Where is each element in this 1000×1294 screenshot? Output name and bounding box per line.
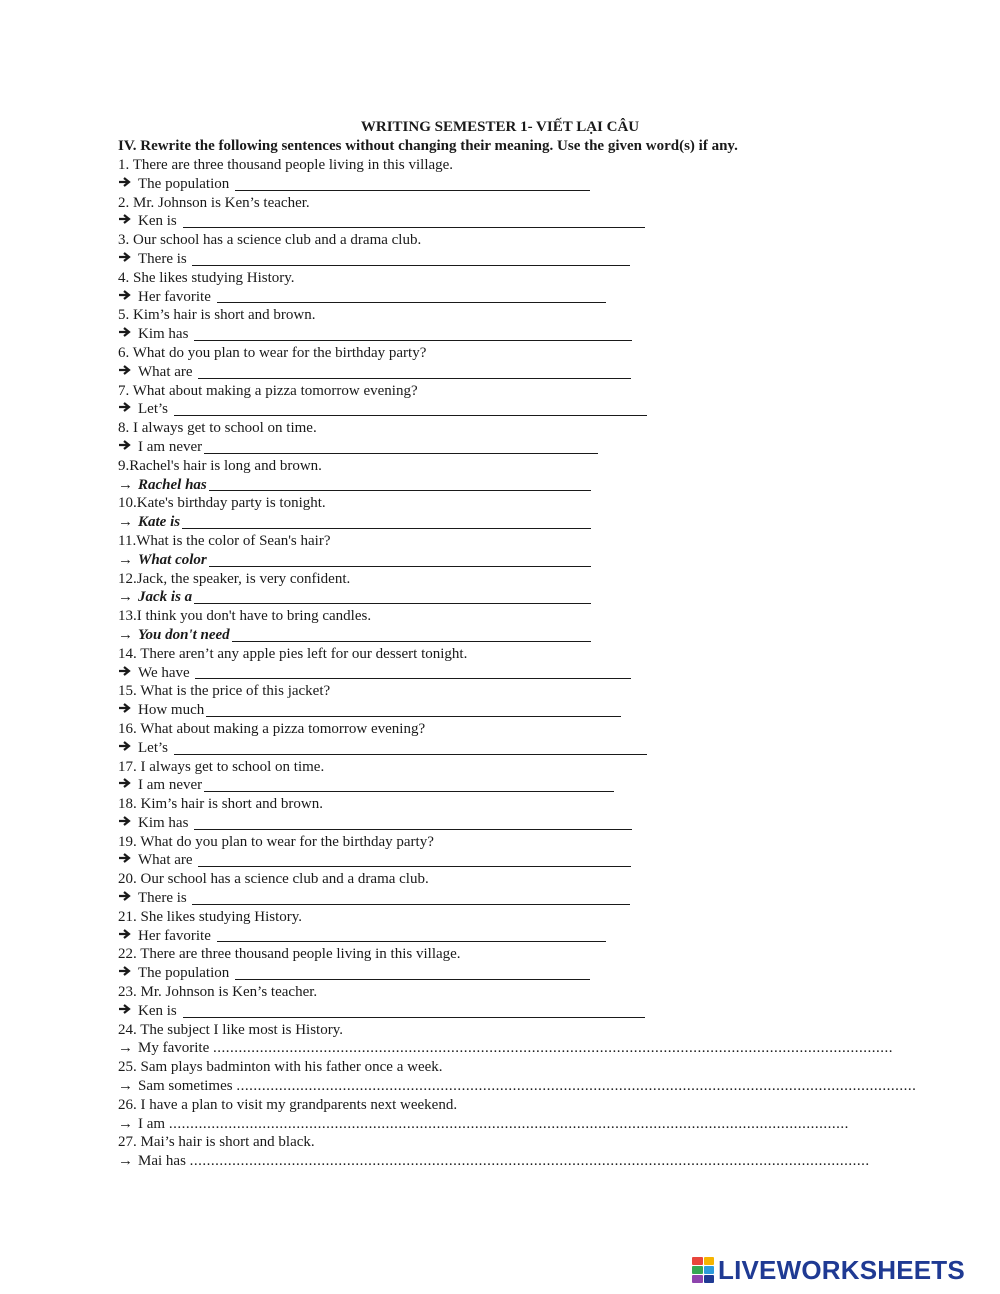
arrow-icon: → [118, 589, 133, 606]
exercise-item [118, 194, 818, 232]
answer-row [118, 1152, 870, 1171]
question-text: 25. Sam plays badminton with his father once a week. [118, 1059, 443, 1076]
exercise-item [118, 344, 818, 382]
arrow-icon [118, 212, 138, 231]
answer-blank[interactable] [204, 790, 614, 792]
answer-prompt: The population [138, 175, 233, 192]
exercise-item [118, 795, 818, 833]
answer-blank[interactable] [194, 339, 632, 341]
exercise-item [118, 419, 818, 457]
exercise-list [118, 156, 917, 1171]
answer-row [118, 1002, 818, 1021]
answer-blank[interactable] [174, 753, 647, 755]
answer-prompt: I am [138, 1115, 169, 1132]
arrow-icon: → [118, 1153, 133, 1170]
answer-blank[interactable] [232, 640, 591, 642]
exercise-item [118, 607, 818, 645]
arrow-icon [118, 250, 138, 269]
answer-blank[interactable] [194, 602, 591, 604]
answer-blank[interactable]: ................................................................................................................................................................ [212, 1040, 893, 1057]
answer-row [118, 927, 818, 946]
answer-prompt: I am never [138, 777, 203, 794]
answer-row [118, 1115, 849, 1134]
answer-prompt: Jack is a [138, 589, 193, 606]
question-text: 12.Jack, the speaker, is very confident. [118, 570, 351, 587]
liveworksheets-logo-icon [692, 1257, 714, 1283]
answer-row [118, 588, 818, 607]
arrow-icon [118, 927, 138, 946]
answer-row [118, 739, 818, 758]
question-text: 15. What is the price of this jacket? [118, 683, 331, 700]
answer-row [118, 964, 818, 983]
exercise-item [118, 720, 818, 758]
question-text: 26. I have a plan to visit my grandparents next weekend. [118, 1096, 458, 1113]
exercise-item [118, 645, 818, 683]
question-text: 10.Kate's birthday party is tonight. [118, 495, 326, 512]
exercise-item [118, 1058, 917, 1096]
exercise-item [118, 983, 818, 1021]
question-text: 8. I always get to school on time. [118, 420, 317, 437]
question-text: 9.Rachel's hair is long and brown. [118, 457, 322, 474]
answer-prompt: There is [138, 250, 191, 267]
answer-prompt: Rachel has [138, 476, 207, 493]
question-text: 22. There are three thousand people living in this village. [118, 946, 461, 963]
exercise-item [118, 494, 818, 532]
logo-tile [692, 1266, 703, 1274]
logo-tile [704, 1275, 715, 1283]
answer-prompt: Her favorite [138, 288, 215, 305]
answer-prompt: Ken is [138, 1002, 181, 1019]
answer-blank[interactable] [192, 903, 630, 905]
exercise-item [118, 758, 818, 796]
question-text: 7. What about making a pizza tomorrow evening? [118, 382, 418, 399]
answer-blank[interactable] [183, 1016, 646, 1018]
arrow-icon [118, 325, 138, 344]
answer-prompt: Let’s [138, 739, 172, 756]
question-text: 21. She likes studying History. [118, 908, 303, 925]
answer-row [118, 1039, 893, 1058]
liveworksheets-logo [692, 1255, 965, 1285]
arrow-icon [118, 814, 138, 833]
answer-row [118, 664, 818, 683]
exercise-item [118, 945, 818, 983]
answer-prompt: Let’s [138, 401, 172, 418]
answer-row [118, 175, 818, 194]
arrow-icon [118, 363, 138, 382]
arrow-icon: → [118, 626, 133, 643]
answer-prompt: How much [138, 702, 205, 719]
answer-blank[interactable] [209, 565, 591, 567]
exercise-item [118, 457, 818, 495]
answer-prompt: Mai has [138, 1153, 190, 1170]
exercise-item [118, 870, 818, 908]
answer-row [118, 400, 818, 419]
question-text: 2. Mr. Johnson is Ken’s teacher. [118, 194, 310, 211]
answer-prompt: What are [138, 852, 197, 869]
answer-row [118, 288, 818, 307]
exercise-item [118, 306, 818, 344]
answer-prompt: I am never [138, 438, 203, 455]
arrow-icon: → [118, 514, 133, 531]
answer-blank[interactable]: ................................................................................................................................................................ [236, 1078, 917, 1095]
exercise-item [118, 1021, 893, 1059]
exercise-item [118, 682, 818, 720]
exercise-item [118, 1133, 870, 1171]
logo-tile [704, 1266, 715, 1274]
answer-blank[interactable] [204, 452, 598, 454]
logo-tile [692, 1275, 703, 1283]
answer-row [118, 851, 818, 870]
answer-prompt: My favorite [138, 1040, 213, 1057]
answer-blank[interactable] [183, 226, 646, 228]
exercise-item [118, 570, 818, 608]
answer-row [118, 551, 818, 570]
arrow-icon [118, 288, 138, 307]
exercise-item [118, 382, 818, 420]
exercise-item [118, 269, 818, 307]
exercise-item [118, 908, 818, 946]
arrow-icon [118, 889, 138, 908]
question-text: 18. Kim’s hair is short and brown. [118, 796, 323, 813]
answer-prompt: You don't need [138, 626, 230, 643]
exercise-item [118, 833, 818, 871]
question-text: 23. Mr. Johnson is Ken’s teacher. [118, 984, 318, 1001]
answer-prompt: Sam sometimes [138, 1078, 237, 1095]
answer-blank[interactable] [217, 301, 606, 303]
question-text: 20. Our school has a science club and a drama club. [118, 871, 429, 888]
arrow-icon [118, 175, 138, 194]
answer-row [118, 626, 818, 645]
arrow-icon [118, 664, 138, 683]
question-text: 24. The subject I like most is History. [118, 1021, 343, 1038]
answer-blank[interactable] [182, 527, 591, 529]
exercise-item [118, 231, 818, 269]
answer-row [118, 250, 818, 269]
arrow-icon: → [118, 1040, 133, 1057]
answer-prompt: The population [138, 965, 233, 982]
answer-blank[interactable] [195, 677, 631, 679]
answer-blank[interactable] [235, 978, 590, 980]
answer-blank[interactable] [192, 264, 630, 266]
answer-row [118, 363, 818, 382]
answer-blank[interactable]: ................................................................................................................................................................ [168, 1115, 849, 1132]
answer-row [118, 701, 818, 720]
instruction-heading: IV. Rewrite the following sentences without changing their meaning. Use the given word(s) if any. [118, 138, 738, 154]
answer-prompt: Ken is [138, 213, 181, 230]
question-text: 5. Kim’s hair is short and brown. [118, 307, 316, 324]
arrow-icon: → [118, 1115, 133, 1132]
arrow-icon: → [118, 1078, 133, 1095]
answer-blank[interactable] [217, 940, 606, 942]
answer-blank[interactable] [209, 489, 591, 491]
answer-blank[interactable] [194, 828, 632, 830]
worksheet-title: WRITING SEMESTER 1- VIẾT LẠI CÂU [360, 119, 640, 135]
arrow-icon: → [118, 551, 133, 568]
answer-blank[interactable] [174, 414, 647, 416]
answer-row [118, 513, 818, 532]
logo-tile [692, 1257, 703, 1265]
question-text: 17. I always get to school on time. [118, 758, 325, 775]
answer-blank[interactable]: ................................................................................................................................................................ [189, 1153, 870, 1170]
exercise-item [118, 156, 818, 194]
answer-row [118, 212, 818, 231]
answer-prompt: Kate is [138, 514, 181, 531]
question-text: 3. Our school has a science club and a drama club. [118, 232, 422, 249]
exercise-item [118, 532, 818, 570]
question-text: 16. What about making a pizza tomorrow evening? [118, 720, 426, 737]
answer-prompt: There is [138, 890, 191, 907]
answer-row [118, 776, 818, 795]
answer-row [118, 325, 818, 344]
answer-prompt: Kim has [138, 814, 193, 831]
question-text: 19. What do you plan to wear for the birthday party? [118, 833, 434, 850]
answer-prompt: Her favorite [138, 927, 215, 944]
question-text: 4. She likes studying History. [118, 269, 295, 286]
arrow-icon [118, 1002, 138, 1021]
question-text: 11.What is the color of Sean's hair? [118, 532, 331, 549]
arrow-icon [118, 739, 138, 758]
answer-prompt: What color [138, 551, 207, 568]
arrow-icon [118, 851, 138, 870]
answer-blank[interactable] [206, 715, 621, 717]
answer-blank[interactable] [198, 377, 631, 379]
question-text: 6. What do you plan to wear for the birthday party? [118, 344, 427, 361]
arrow-icon: → [118, 476, 133, 493]
arrow-icon [118, 400, 138, 419]
question-text: 13.I think you don't have to bring candles. [118, 608, 372, 625]
answer-blank[interactable] [235, 189, 590, 191]
arrow-icon [118, 438, 138, 457]
answer-blank[interactable] [198, 865, 631, 867]
question-text: 1. There are three thousand people living in this village. [118, 157, 454, 173]
question-text: 27. Mai’s hair is short and black. [118, 1134, 315, 1151]
answer-prompt: We have [138, 664, 194, 681]
answer-row [118, 1077, 917, 1096]
arrow-icon [118, 964, 138, 983]
answer-row [118, 438, 818, 457]
logo-tile [704, 1257, 715, 1265]
answer-row [118, 889, 818, 908]
exercise-item [118, 1096, 849, 1134]
answer-row [118, 476, 818, 495]
answer-row [118, 814, 818, 833]
question-text: 14. There aren’t any apple pies left for our dessert tonight. [118, 645, 468, 662]
answer-prompt: What are [138, 363, 197, 380]
logo-text: LIVEWORKSHEETS [718, 1254, 965, 1285]
answer-prompt: Kim has [138, 326, 193, 343]
arrow-icon [118, 776, 138, 795]
arrow-icon [118, 701, 138, 720]
